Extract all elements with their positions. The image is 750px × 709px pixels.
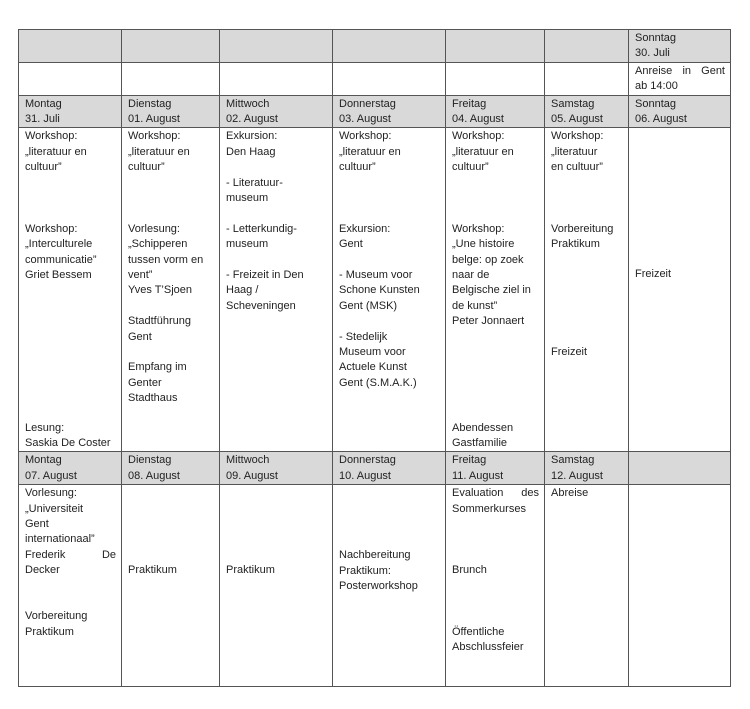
reception: Stadthaus <box>128 392 178 405</box>
lecture-title: internationaal” <box>25 533 95 546</box>
spacer <box>452 548 539 563</box>
closing-ceremony: Öffentliche <box>452 625 505 638</box>
cell-content <box>635 129 725 451</box>
week2-header-row <box>19 452 731 485</box>
day-name: Sonntag <box>635 97 676 110</box>
internship: Praktikum <box>128 564 177 577</box>
arrival-word: in <box>682 64 691 77</box>
lecture-title: „Universiteit <box>25 502 84 515</box>
lecture-speaker: Decker <box>25 564 60 577</box>
brunch: Brunch <box>452 564 487 577</box>
empty-cell <box>545 30 629 63</box>
tuesday-week1-cell <box>122 128 220 452</box>
workshop-label: Workshop: <box>128 130 181 143</box>
day-name: Donnerstag <box>339 97 396 110</box>
excursion-item: Scheveningen <box>226 299 296 312</box>
workshop-title: „literatuur en <box>128 145 190 158</box>
spacer <box>551 299 623 314</box>
day-name: Mittwoch <box>226 454 270 467</box>
spacer <box>25 191 116 206</box>
reception: Empfang im <box>128 361 187 374</box>
workshop-title: „Une histoire <box>452 238 515 251</box>
preparation: Vorbereitung <box>551 222 614 235</box>
day-name: Freitag <box>452 454 487 467</box>
free-time: Freizeit <box>551 345 588 358</box>
excursion-item: Actuele Kunst <box>339 361 407 374</box>
arrival-cell <box>629 62 731 95</box>
day-header-monday <box>19 452 122 485</box>
day-date: 05. August <box>551 113 603 126</box>
spacer <box>25 206 116 221</box>
thursday-week2-cell <box>333 485 446 687</box>
reading-author: Saskia De Coster <box>25 437 111 450</box>
excursion-item: - Letterkundig- <box>226 222 297 235</box>
day-name: Dienstag <box>128 97 172 110</box>
day-header-friday <box>446 95 545 128</box>
excursion-item: Gent (MSK) <box>339 299 398 312</box>
friday-week2-cell <box>446 485 545 687</box>
reading-block <box>25 421 116 452</box>
workshop-label: Workshop: <box>452 222 505 235</box>
day-header-thursday <box>333 95 446 128</box>
lecture-title: „Schipperen <box>128 238 188 251</box>
lecture-title: vent” <box>128 269 153 282</box>
tuesday-week2-cell <box>122 485 220 687</box>
wednesday-week1-cell <box>220 128 333 452</box>
workshop-label: Workshop: <box>339 130 392 143</box>
day-header-tuesday <box>122 452 220 485</box>
day-header-friday <box>446 452 545 485</box>
preparation: Praktikum <box>25 625 74 638</box>
day-date: 10. August <box>339 469 391 482</box>
arrival-word: Anreise <box>635 64 673 77</box>
day-date: 09. August <box>226 469 278 482</box>
cell-content <box>452 129 539 451</box>
sunday-week1-cell <box>629 128 731 452</box>
empty-cell <box>333 62 446 95</box>
empty-cell <box>545 62 629 95</box>
empty-cell <box>19 62 122 95</box>
excursion-item: - Freizeit in Den <box>226 269 304 282</box>
lecture-title: Gent <box>25 518 49 531</box>
excursion-destination: Den Haag <box>226 145 276 158</box>
follow-up: Praktikum: <box>339 564 391 577</box>
spacer <box>551 314 623 329</box>
day-header-thursday <box>333 452 446 485</box>
saturday-week1-cell <box>545 128 629 452</box>
workshop-title: „literatuur en <box>25 145 87 158</box>
excursion-item: Haag / <box>226 284 259 297</box>
workshop-speaker: Peter Jonnaert <box>452 315 525 328</box>
week2-content-row <box>19 485 731 687</box>
thursday-week1-cell <box>333 128 446 452</box>
day-date: 30. Juli <box>635 47 670 60</box>
lecture-label: Vorlesung: <box>25 487 77 500</box>
spacer <box>339 176 440 191</box>
preparation: Praktikum <box>551 238 600 251</box>
workshop-title: „literatuur en <box>452 145 514 158</box>
evaluation-word: des <box>521 487 539 500</box>
dinner-block <box>452 421 539 452</box>
day-name: Sonntag <box>635 32 676 44</box>
excursion-label: Exkursion: <box>226 130 278 143</box>
day-date: 03. August <box>339 113 391 126</box>
day-name: Freitag <box>452 97 487 110</box>
reading-label: Lesung: <box>25 421 65 434</box>
empty-cell <box>446 30 545 63</box>
follow-up: Nachbereitung <box>339 549 411 562</box>
day-name: Samstag <box>551 454 595 467</box>
empty-cell <box>446 62 545 95</box>
lecture-title: tussen vorm en <box>128 253 204 266</box>
day-date: 11. August <box>452 469 504 482</box>
reception: Genter <box>128 376 162 389</box>
day-header-wednesday <box>220 452 333 485</box>
spacer <box>551 253 623 268</box>
spacer <box>128 299 214 314</box>
lecture-speaker: Yves T’Sjoen <box>128 284 193 297</box>
schedule-table-wrapper <box>18 29 731 687</box>
workshop-title: „literatuur en <box>339 145 401 158</box>
workshop-label: Workshop: <box>25 222 78 235</box>
spacer <box>551 283 623 298</box>
day-header-wednesday <box>220 95 333 128</box>
spacer <box>339 253 440 268</box>
preparation: Vorbereitung <box>25 610 88 623</box>
spacer <box>551 268 623 283</box>
monday-week2-cell <box>19 485 122 687</box>
excursion-item: - Literatuur- <box>226 176 283 189</box>
day-date: 07. August <box>25 469 77 482</box>
week1-content-row <box>19 128 731 452</box>
day-date: 31. Juli <box>25 113 60 126</box>
workshop-title: cultuur” <box>452 161 489 174</box>
city-tour: Stadtführung <box>128 315 191 328</box>
spacer <box>452 609 539 624</box>
evaluation: Sommerkurses <box>452 502 526 515</box>
empty-cell <box>333 30 446 63</box>
spacer <box>339 191 440 206</box>
day-date: 06. August <box>635 113 687 126</box>
empty-cell <box>629 485 731 687</box>
spacer <box>452 532 539 547</box>
wednesday-week2-cell <box>220 485 333 687</box>
lecture-label: Vorlesung: <box>128 222 180 235</box>
excursion-item: Museum voor <box>339 346 406 359</box>
empty-cell <box>220 62 333 95</box>
follow-up: Posterworkshop <box>339 580 418 593</box>
spacer <box>339 314 440 329</box>
week1-header-row <box>19 95 731 128</box>
speaker-word: De <box>101 548 116 561</box>
day-date: 04. August <box>452 113 504 126</box>
arrival-content-row <box>19 62 731 95</box>
dinner-label: Abendessen <box>452 421 514 434</box>
workshop-title: cultuur” <box>128 161 165 174</box>
empty-cell <box>220 30 333 63</box>
empty-cell <box>19 30 122 63</box>
day-date: 12. August <box>551 469 603 482</box>
day-header-sunday <box>629 95 731 128</box>
spacer <box>551 330 623 345</box>
day-name: Montag <box>25 454 62 467</box>
excursion-label: Exkursion: <box>339 222 391 235</box>
spacer <box>452 191 539 206</box>
spacer <box>452 517 539 532</box>
closing-ceremony: Abschlussfeier <box>452 641 524 654</box>
speaker-word: Frederik <box>25 548 66 561</box>
spacer <box>226 206 327 221</box>
spacer <box>25 176 116 191</box>
day-date: 01. August <box>128 113 180 126</box>
arrival-header-row <box>19 30 731 63</box>
day-date: 02. August <box>226 113 278 126</box>
spacer <box>25 594 116 609</box>
evaluation-word: Evaluation <box>452 487 504 500</box>
day-header-monday <box>19 95 122 128</box>
evaluation <box>452 486 539 501</box>
excursion-destination: Gent <box>339 238 363 251</box>
empty-cell <box>629 452 731 485</box>
spacer <box>128 191 214 206</box>
day-name: Mittwoch <box>226 97 270 110</box>
free-time: Freizeit <box>635 268 672 281</box>
arrival-day-header <box>629 30 731 63</box>
arrival-word: Gent <box>701 64 725 77</box>
workshop-title: naar de <box>452 269 490 282</box>
day-header-saturday <box>545 95 629 128</box>
cell-content <box>339 486 440 686</box>
workshop-title: cultuur” <box>339 161 376 174</box>
workshop-label: Workshop: <box>25 130 78 143</box>
workshop-title: „literatuur <box>551 145 598 158</box>
spacer <box>25 579 116 594</box>
spacer <box>128 206 214 221</box>
monday-week1-cell <box>19 128 122 452</box>
spacer <box>551 206 623 221</box>
workshop-label: Workshop: <box>452 130 505 143</box>
spacer <box>551 176 623 191</box>
cell-content <box>226 486 327 686</box>
excursion-item: Gent (S.M.A.K.) <box>339 376 417 389</box>
day-name: Donnerstag <box>339 454 396 467</box>
spacer <box>226 253 327 268</box>
empty-cell <box>122 62 220 95</box>
arrival-line <box>635 64 725 79</box>
spacer <box>452 594 539 609</box>
day-date: 08. August <box>128 469 180 482</box>
spacer <box>452 579 539 594</box>
excursion-item: museum <box>226 238 269 251</box>
workshop-title: de kunst” <box>452 299 498 312</box>
workshop-title: belge: op zoek <box>452 253 524 266</box>
spacer <box>452 176 539 191</box>
day-name: Samstag <box>551 97 595 110</box>
day-header-tuesday <box>122 95 220 128</box>
lecture-speaker <box>25 548 116 563</box>
day-header-saturday <box>545 452 629 485</box>
spacer <box>551 191 623 206</box>
workshop-title: Belgische ziel in <box>452 284 531 297</box>
dinner-host: Gastfamilie <box>452 437 508 450</box>
schedule-table <box>18 29 731 687</box>
arrival-time: ab 14:00 <box>635 80 678 93</box>
spacer <box>128 176 214 191</box>
excursion-item: museum <box>226 192 269 205</box>
day-name: Dienstag <box>128 454 172 467</box>
excursion-item: - Museum voor <box>339 269 413 282</box>
workshop-speaker: Griet Bessem <box>25 269 92 282</box>
cell-content <box>25 129 116 451</box>
saturday-week2-cell <box>545 485 629 687</box>
workshop-label: Workshop: <box>551 130 604 143</box>
spacer <box>226 160 327 175</box>
city-tour: Gent <box>128 330 152 343</box>
workshop-title: en cultuur” <box>551 161 603 174</box>
spacer <box>339 206 440 221</box>
excursion-item: - Stedelijk <box>339 330 388 343</box>
workshop-title: „Interculturele <box>25 238 93 251</box>
cell-content <box>128 486 214 686</box>
departure: Abreise <box>551 487 589 500</box>
friday-week1-cell <box>446 128 545 452</box>
excursion-item: Schone Kunsten <box>339 284 420 297</box>
day-name: Montag <box>25 97 62 110</box>
workshop-title: cultuur” <box>25 161 62 174</box>
workshop-title: communicatie” <box>25 253 97 266</box>
empty-cell <box>122 30 220 63</box>
spacer <box>452 206 539 221</box>
spacer <box>128 345 214 360</box>
internship: Praktikum <box>226 564 275 577</box>
follow-up-block <box>339 548 440 594</box>
